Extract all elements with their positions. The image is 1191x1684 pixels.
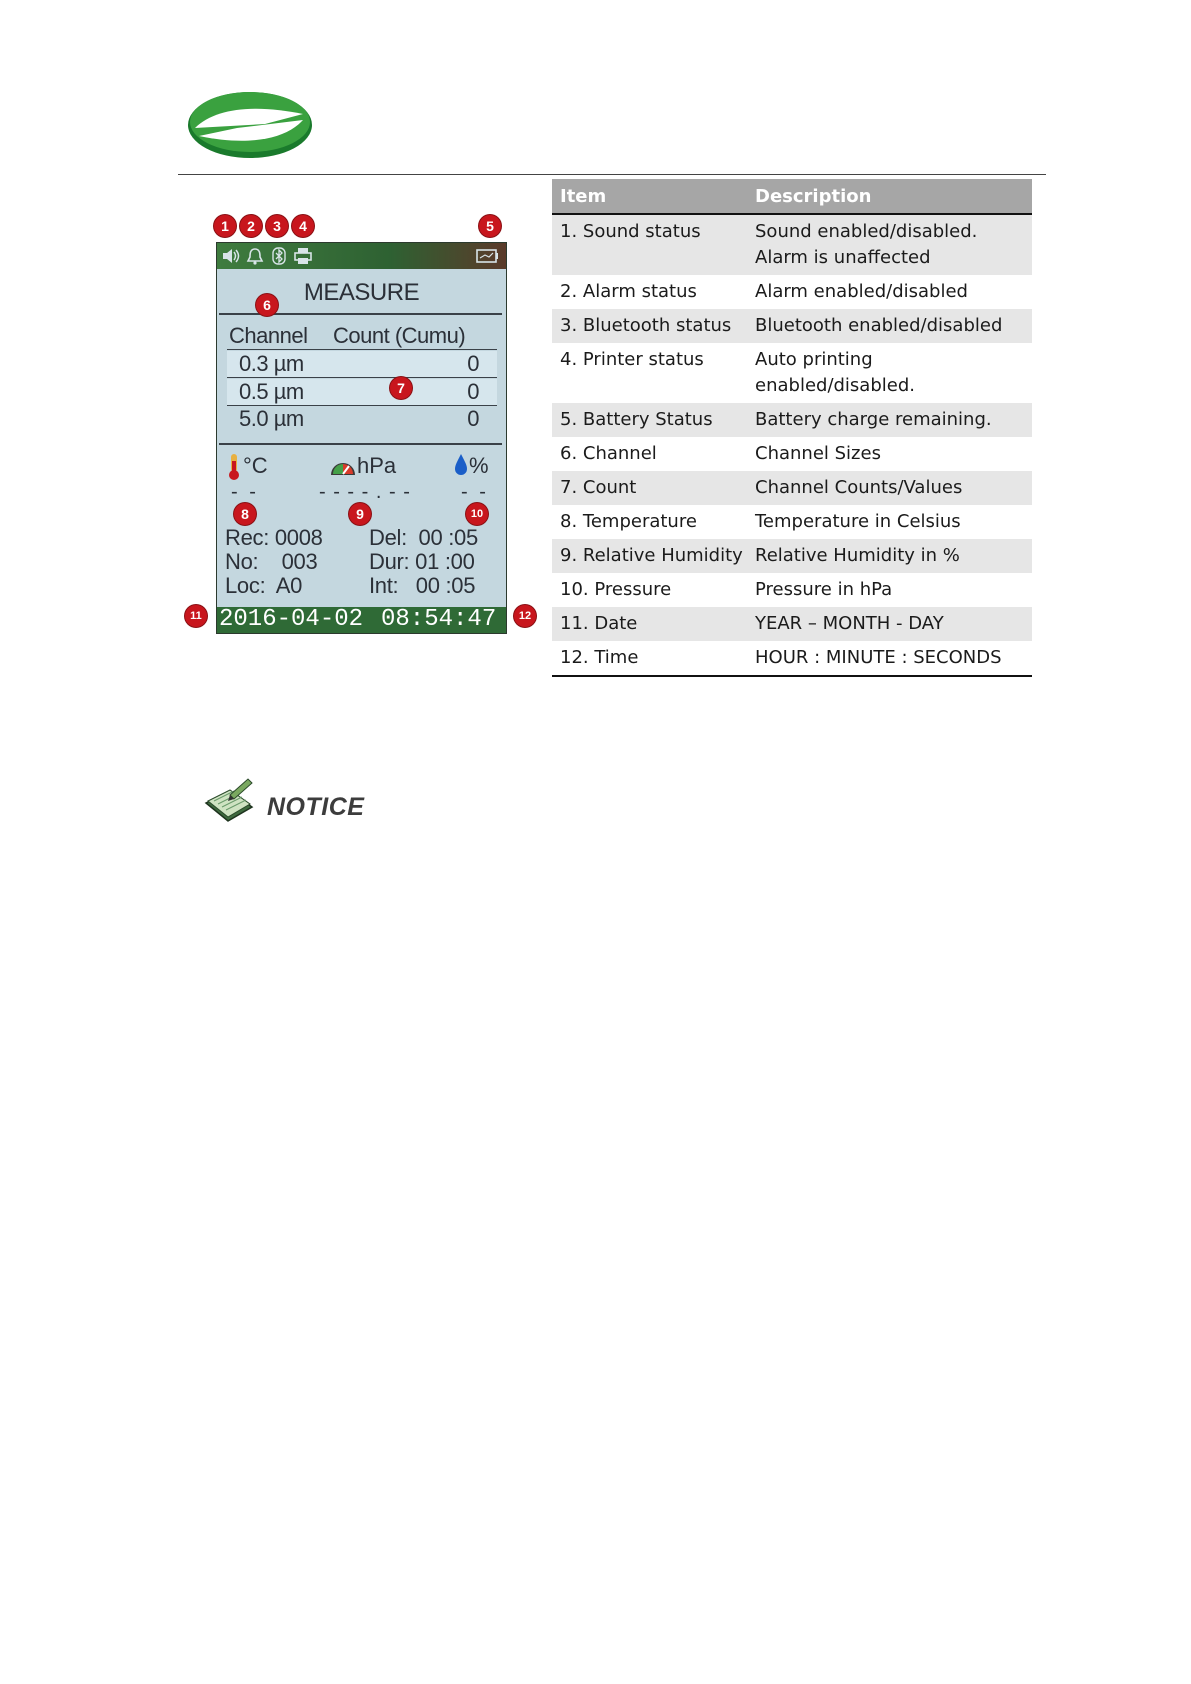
header-rule <box>178 174 1046 175</box>
sample-number: No: 003 <box>225 549 318 574</box>
interval: Int: 00 :05 <box>369 573 476 598</box>
notice-label: NOTICE <box>267 793 365 821</box>
water-drop-icon <box>453 453 469 477</box>
channel-row <box>227 379 497 405</box>
callout-badge: 12 <box>514 605 536 627</box>
callout-badge: 1 <box>214 215 236 237</box>
table-row <box>552 505 1032 539</box>
item-cell: 6. Channel <box>560 443 657 464</box>
channel-count: 0 <box>467 351 479 376</box>
callout-badge: 8 <box>234 503 256 525</box>
table-row <box>552 275 1032 309</box>
callout-badge: 2 <box>240 215 262 237</box>
time: 08:54:47 <box>381 606 497 633</box>
table-row <box>552 573 1032 607</box>
channel-row <box>227 406 497 432</box>
description-cell: Channel Sizes <box>755 443 881 464</box>
callout-badge: 5 <box>479 215 501 237</box>
pressure-unit: hPa <box>357 453 397 478</box>
delay: Del: 00 :05 <box>369 525 478 550</box>
printer-icon <box>293 247 313 265</box>
description-cell: Alarm enabled/disabled <box>755 281 968 302</box>
description-cell: Bluetooth enabled/disabled <box>747 309 1032 343</box>
item-cell: 11. Date <box>552 607 747 641</box>
location: Loc: A0 <box>225 573 303 598</box>
notepad-pencil-icon <box>200 777 260 831</box>
bluetooth-icon <box>269 247 289 265</box>
record-number: Rec: 0008 <box>225 525 323 550</box>
channel-count: 0 <box>467 379 479 404</box>
description-line: Sound enabled/disabled. <box>755 221 978 242</box>
item-cell: 4. Printer status <box>560 349 704 370</box>
description-line: Alarm is unaffected <box>755 247 931 268</box>
column-header-item: Item <box>552 179 747 214</box>
pressure-gauge-icon <box>329 455 357 477</box>
item-cell: 12. Time <box>552 641 747 676</box>
description-cell: Relative Humidity in % <box>747 539 1032 573</box>
table-row <box>552 471 1032 505</box>
item-cell: 7. Count <box>552 471 747 505</box>
channel-size: 5.0 µm <box>239 406 304 431</box>
description-cell: Temperature in Celsius <box>755 511 961 532</box>
channel-count: 0 <box>467 406 479 431</box>
callout-badge: 11 <box>185 605 207 627</box>
thermometer-icon <box>227 453 241 481</box>
callout-badge: 6 <box>256 294 278 316</box>
table-row <box>552 539 1032 573</box>
callout-badge: 10 <box>466 503 488 525</box>
count-header: Count (Cumu) <box>333 323 466 348</box>
channel-size: 0.3 µm <box>239 351 304 376</box>
divider <box>227 377 497 378</box>
channel-header: Channel <box>229 323 308 348</box>
bell-icon <box>245 247 265 265</box>
item-cell: 8. Temperature <box>560 511 697 532</box>
description-cell <box>747 343 1032 403</box>
status-bar <box>217 243 506 269</box>
humidity-unit: % <box>469 453 489 478</box>
table-row <box>552 437 1032 471</box>
date-time-bar <box>217 607 506 633</box>
table-row <box>552 309 1032 343</box>
divider <box>219 443 502 445</box>
description-line: Auto printing <box>755 349 873 370</box>
table-row <box>552 641 1032 676</box>
description-line: enabled/disabled. <box>755 375 915 396</box>
temperature-unit: °C <box>243 453 268 478</box>
callout-badge: 3 <box>266 215 288 237</box>
table-row <box>552 607 1032 641</box>
item-cell: 3. Bluetooth status <box>552 309 747 343</box>
callout-badge: 4 <box>292 215 314 237</box>
item-cell: 2. Alarm status <box>560 281 697 302</box>
channel-size: 0.5 µm <box>239 379 304 404</box>
item-cell: 1. Sound status <box>552 214 747 275</box>
item-cell: 9. Relative Humidity <box>552 539 747 573</box>
item-cell: 5. Battery Status <box>552 403 747 437</box>
table-row <box>552 214 1032 275</box>
company-logo-icon <box>185 88 315 160</box>
duration: Dur: 01 :00 <box>369 549 475 574</box>
table-row <box>552 343 1032 403</box>
item-description-table <box>552 179 1032 677</box>
description-cell: HOUR : MINUTE : SECONDS <box>747 641 1032 676</box>
temperature-value: - - <box>231 481 259 503</box>
humidity-value: - - <box>461 481 489 503</box>
speaker-icon <box>221 247 241 265</box>
description-cell: Battery charge remaining. <box>747 403 1032 437</box>
pressure-value: - - - - . - - <box>319 481 411 503</box>
date: 2016-04-02 <box>219 606 364 633</box>
table-row <box>552 403 1032 437</box>
column-header-description: Description <box>747 179 1032 214</box>
screen-title: MEASURE <box>303 279 420 306</box>
description-cell: Channel Counts/Values <box>747 471 1032 505</box>
callout-badge: 9 <box>349 503 371 525</box>
table-header-row <box>552 179 1032 214</box>
description-cell <box>747 214 1032 275</box>
callout-badge: 7 <box>390 377 412 399</box>
battery-icon <box>475 247 499 265</box>
description-cell: Pressure in hPa <box>755 579 893 600</box>
divider <box>227 349 497 350</box>
channel-row <box>227 351 497 377</box>
item-cell: 10. Pressure <box>560 579 672 600</box>
description-cell: YEAR – MONTH - DAY <box>747 607 1032 641</box>
